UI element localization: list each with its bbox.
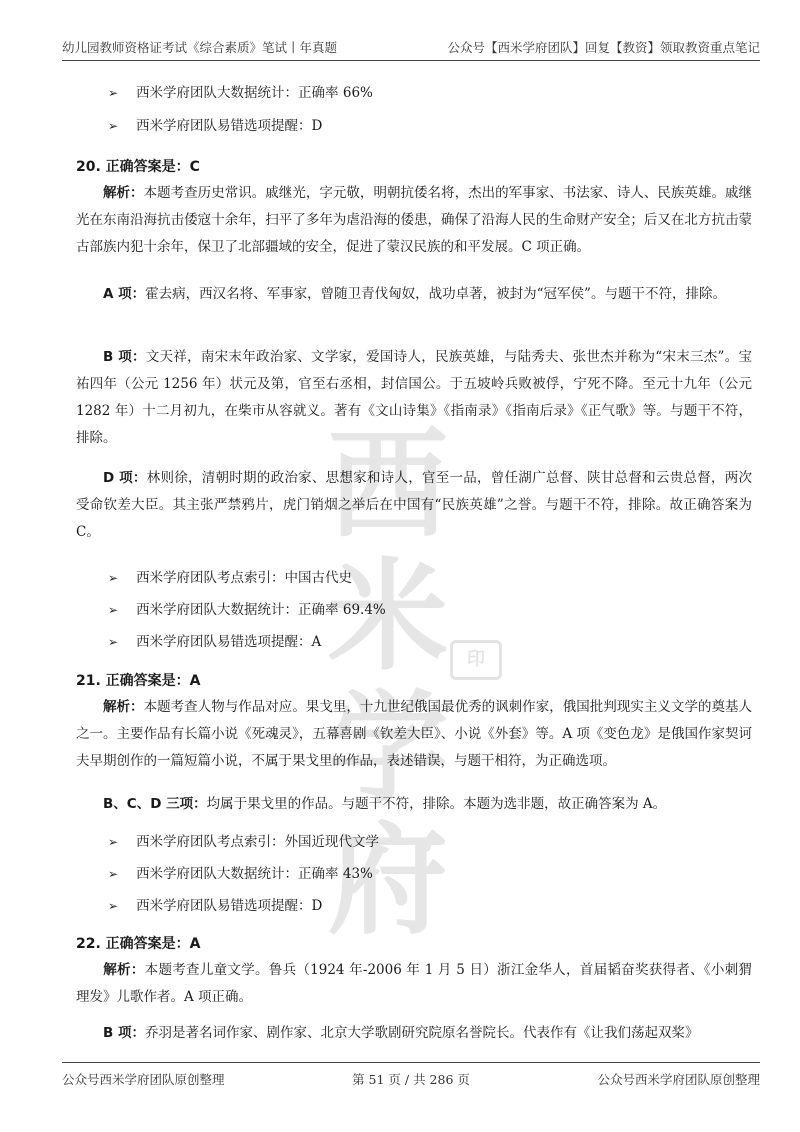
watermark: 西米学府 (328, 416, 448, 951)
page-header (62, 38, 760, 56)
footer-divider (62, 1062, 760, 1063)
option-bcd-paragraph-21 (76, 791, 752, 818)
bullet-text: 西米学府团队易错选项提醒：D (136, 118, 323, 134)
option-a-paragraph-20 (76, 281, 752, 308)
option-bcd-label: B、C、D 三项： (103, 796, 207, 812)
option-d-text: 林则徐，清朝时期的政治家、思想家和诗人，官至一品，曾任湖广总督、陕甘总督和云贵总督，两次受命钦差大臣。其主张严禁鸦片，虎门销烟之举后在中国有“民族英雄”之誉。与题干不符，排除。故正确答案为 C。 (76, 470, 753, 540)
bullet-item (108, 864, 373, 884)
bullet-item (108, 116, 322, 136)
arrow-bullet-icon: ➢ (108, 571, 119, 585)
arrow-bullet-icon: ➢ (108, 635, 119, 649)
bullet-text: 西米学府团队考点索引：中国古代史 (136, 570, 353, 586)
analysis-text: 本题考查历史常识。戚继光，字元敬，明朝抗倭名将，杰出的军事家、书法家、诗人、民族英雄。戚继光在东南沿海抗击倭寇十余年，扫平了多年为虐沿海的倭患，确保了沿海人民的生命财产安全；后又在北方抗击蒙古部族内犯十余年，保卫了北部疆域的安全，促进了蒙汉民族的和平发展。C 项正确。 (76, 185, 753, 255)
analysis-paragraph-20 (76, 180, 752, 261)
analysis-paragraph-21 (76, 694, 752, 775)
bullet-item (108, 600, 386, 620)
footer-right-text: 公众号西米学府团队原创整理 (597, 1072, 760, 1087)
bullet-text: 西米学府团队大数据统计：正确率 69.4% (136, 602, 386, 618)
analysis-text: 本题考查儿童文学。鲁兵（1924 年-2006 年 1 月 5 日）浙江金华人，首届韬奋奖获得者、《小刺猬理发》儿歌作者。A 项正确。 (76, 962, 753, 1005)
analysis-label: 解析： (103, 962, 145, 978)
bullet-text: 西米学府团队考点索引：外国近现代文学 (136, 834, 380, 850)
bullet-item (108, 832, 379, 852)
option-bcd-text: 均属于果戈里的作品。与题干不符，排除。本题为选非题，故正确答案为 A。 (206, 796, 667, 812)
arrow-bullet-icon: ➢ (108, 899, 119, 913)
bullet-text: 西米学府团队大数据统计：正确率 43% (136, 866, 373, 882)
option-b-label: B 项： (103, 1025, 145, 1041)
bullet-text: 西米学府团队大数据统计：正确率 66% (136, 85, 373, 101)
arrow-bullet-icon: ➢ (108, 867, 119, 881)
option-d-paragraph-20 (76, 465, 752, 546)
bullet-text: 西米学府团队易错选项提醒：D (136, 898, 323, 914)
arrow-bullet-icon: ➢ (108, 86, 119, 100)
answer-heading-22: 22. 正确答案是：A (76, 936, 201, 952)
analysis-label: 解析： (103, 185, 144, 201)
header-right-text: 公众号【西米学府团队】回复【教资】领取教资重点笔记 (447, 40, 760, 55)
option-a-text: 霍去病，西汉名将、军事家，曾随卫青伐匈奴，战功卓著，被封为“冠军侯”。与题干不符，排除。 (145, 286, 726, 302)
option-b-text: 乔羽是著名词作家、剧作家、北京大学歌剧研究院原名誉院长。代表作有《让我们荡起双桨》 (145, 1025, 699, 1041)
option-b-paragraph-22 (76, 1020, 752, 1047)
answer-heading-20: 20. 正确答案是：C (76, 159, 200, 175)
bullet-item (108, 632, 321, 652)
footer-left-text: 公众号西米学府团队原创整理 (62, 1072, 225, 1087)
answer-heading-21: 21. 正确答案是：A (76, 673, 201, 689)
arrow-bullet-icon: ➢ (108, 835, 119, 849)
arrow-bullet-icon: ➢ (108, 603, 119, 617)
analysis-text: 本题考查人物与作品对应。果戈里，十九世纪俄国最优秀的讽刺作家，俄国批判现实主义文学的奠基人之一。主要作品有长篇小说《死魂灵》，五幕喜剧《钦差大臣》、小说《外套》等。A 项《变色龙》是俄国作家契诃夫早期创作的一篇短篇小说，不属于果戈里的作品，表述错误，与题干相符，为正确选项。 (76, 699, 753, 769)
bullet-item (108, 568, 352, 588)
option-b-label: B 项： (103, 349, 146, 365)
option-a-label: A 项： (103, 286, 146, 302)
header-divider (62, 60, 760, 61)
option-b-paragraph-20 (76, 344, 752, 452)
bullet-text: 西米学府团队易错选项提醒：A (136, 634, 322, 650)
watermark-seal: 印 (450, 640, 502, 680)
bullet-item (108, 83, 373, 103)
page-number: 第 51 页 / 共 286 页 (352, 1072, 470, 1087)
arrow-bullet-icon: ➢ (108, 119, 119, 133)
header-left-text: 幼儿园教师资格证考试《综合素质》笔试丨年真题 (62, 40, 338, 55)
option-b-text: 文天祥，南宋末年政治家、文学家，爱国诗人，民族英雄，与陆秀夫、张世杰并称为“宋末三杰”。宝祐四年（公元 1256 年）状元及第，官至右丞相，封信国公。于五坡岭兵败被俘，宁死不降。至元十九年（公元 1282 年）十二月初九，在柴市从容就义。著有《文山诗集》《指南录》《指南后录》《正气歌》等。与题干不符，排除。 (76, 349, 752, 446)
option-d-label: D 项： (103, 470, 147, 486)
bullet-item (108, 896, 322, 916)
analysis-paragraph-22 (76, 957, 752, 1011)
page-footer (62, 1070, 760, 1088)
analysis-label: 解析： (103, 699, 144, 715)
